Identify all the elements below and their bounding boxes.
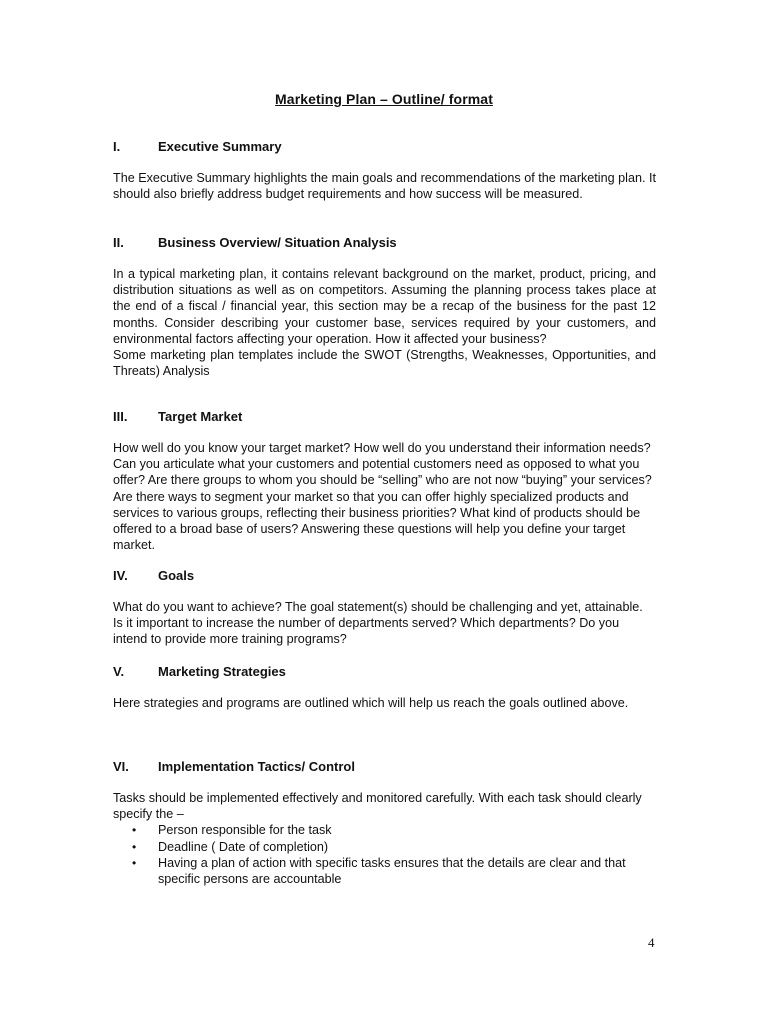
section-paragraph: In a typical marketing plan, it contains relevant background on the market, product, pricing, and distribution situations as well as on competitors. Assuming the planning process takes place at the end of a fiscal / financial year, this section may be a recap of the business for the past 12 months. Consider describing your customer base, services required by your customers, and environmental factors affecting your operation. How it affected your business? <box>113 267 656 346</box>
section-number: I. <box>113 139 121 154</box>
section-business-overview <box>113 235 656 379</box>
bullet-icon: • <box>132 855 137 870</box>
section-heading <box>113 235 656 251</box>
page-number: 4 <box>648 935 655 950</box>
section-paragraph: What do you want to achieve? The goal statement(s) should be challenging and yet, attainable. Is it important to increase the number of departments served? Which departments? Do you intend to provide more training programs? <box>113 600 643 647</box>
section-implementation-tactics <box>113 759 656 887</box>
section-number: VI. <box>113 759 129 774</box>
section-title: Goals <box>158 568 195 583</box>
section-title: Marketing Strategies <box>158 664 286 679</box>
section-marketing-strategies <box>113 664 656 711</box>
section-paragraph: The Executive Summary highlights the main goals and recommendations of the marketing plan. It should also briefly address budget requirements and how success will be measured. <box>113 171 656 202</box>
section-paragraph: Tasks should be implemented effectively and monitored carefully. With each task should clearly specify the – <box>113 791 642 822</box>
section-heading <box>113 568 656 584</box>
section-heading <box>113 139 656 155</box>
page-title: Marketing Plan – Outline/ format <box>275 91 493 107</box>
bullet-icon: • <box>132 823 137 838</box>
section-heading <box>113 664 656 680</box>
list-item <box>113 822 656 838</box>
section-heading <box>113 409 656 425</box>
section-paragraph: Some marketing plan templates include the SWOT (Strengths, Weaknesses, Opportunities, and Threats) Analysis <box>113 348 656 379</box>
section-title: Implementation Tactics/ Control <box>158 759 355 774</box>
list-item <box>113 839 656 855</box>
section-number: IV. <box>113 568 128 583</box>
list-item-text: Having a plan of action with specific tasks ensures that the details are clear and that specific persons are accountable <box>158 855 626 887</box>
section-goals <box>113 568 656 648</box>
section-executive-summary <box>113 139 656 202</box>
section-number: V. <box>113 664 125 679</box>
section-title: Executive Summary <box>158 139 282 154</box>
section-title: Business Overview/ Situation Analysis <box>158 235 397 250</box>
section-target-market <box>113 409 656 553</box>
section-number: III. <box>113 409 128 424</box>
section-number: II. <box>113 235 124 250</box>
list-item-text: Deadline ( Date of completion) <box>158 839 329 854</box>
bullet-icon: • <box>132 839 137 854</box>
list-item <box>113 855 656 887</box>
section-paragraph: How well do you know your target market? How well do you understand their information needs? Can you articulate what your customers and potential customers need as opposed to what you offer? Are there groups to whom you should be “selling” who are not now “buying” your services? Are there ways to segment your market so that you can offer highly specialized products and services to various groups, reflecting their business priorities? What kind of products should be offered to a broad base of users? Answering these questions will help you define your target market. <box>113 441 652 553</box>
bullet-list <box>113 822 656 887</box>
list-item-text: Person responsible for the task <box>158 823 332 838</box>
section-heading <box>113 759 656 775</box>
section-paragraph: Here strategies and programs are outlined which will help us reach the goals outlined above. <box>113 696 629 710</box>
section-title: Target Market <box>158 409 243 424</box>
